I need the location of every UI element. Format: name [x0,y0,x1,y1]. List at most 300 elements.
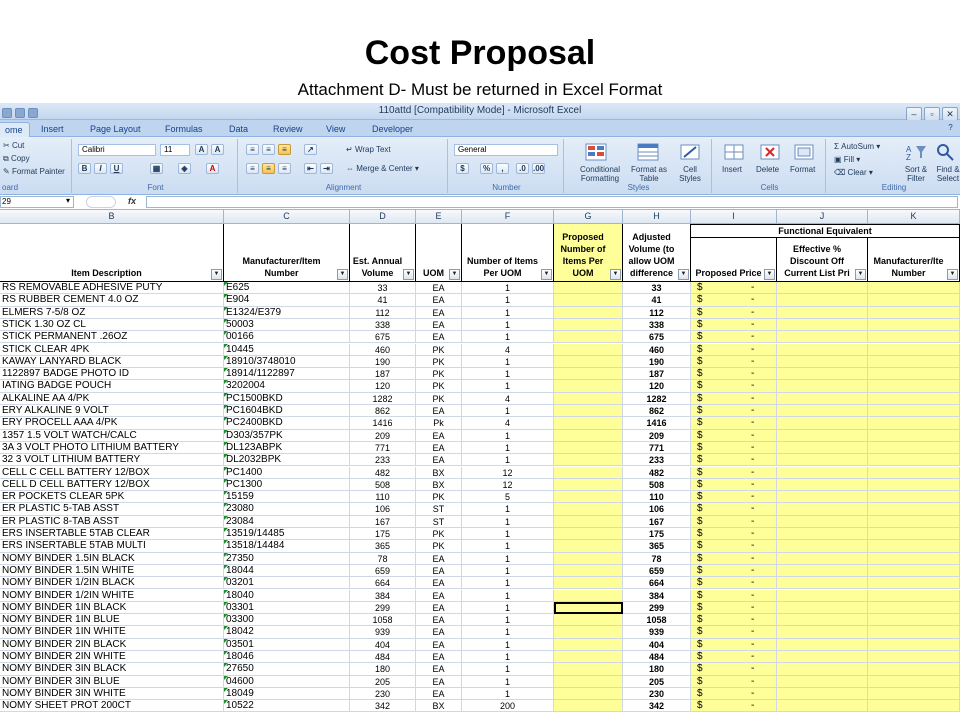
discount-cell[interactable] [777,393,868,405]
decrease-indent-icon[interactable]: ⇤ [304,163,317,174]
equivalent-number-cell[interactable] [868,663,960,675]
annual-volume-cell[interactable]: 78 [350,553,416,565]
item-description-cell[interactable]: NOMY BINDER 1.5IN WHITE [0,565,224,577]
proposed-price-cell[interactable] [691,688,777,700]
item-description-cell[interactable]: NOMY BINDER 3IN BLACK [0,663,224,675]
align-right-icon[interactable]: ≡ [278,163,291,174]
equivalent-number-cell[interactable] [868,307,960,319]
proposed-price-cell[interactable] [691,614,777,626]
uom-cell[interactable]: ST [416,516,462,528]
adjusted-volume-cell[interactable]: 299 [623,602,691,614]
manufacturer-number-cell[interactable] [224,356,350,368]
uom-cell[interactable]: PK [416,540,462,552]
bold-button[interactable]: B [78,163,91,174]
minimize-button[interactable]: – [906,107,922,121]
item-description-cell[interactable]: ERS INSERTABLE 5TAB CLEAR [0,528,224,540]
annual-volume-cell[interactable]: 1416 [350,417,416,429]
uom-cell[interactable]: PK [416,393,462,405]
proposed-price-cell[interactable] [691,663,777,675]
manufacturer-number-cell[interactable] [224,442,350,454]
proposed-price-cell[interactable] [691,454,777,466]
adjusted-volume-cell[interactable]: 338 [623,319,691,331]
annual-volume-cell[interactable]: 664 [350,577,416,589]
proposed-items-cell[interactable] [554,663,623,675]
proposed-items-cell[interactable] [554,516,623,528]
item-description-cell[interactable]: NOMY BINDER 1.5IN BLACK [0,553,224,565]
equivalent-number-cell[interactable] [868,282,960,294]
manufacturer-number-cell[interactable] [224,516,350,528]
adjusted-volume-cell[interactable]: 41 [623,294,691,306]
items-per-uom-cell[interactable]: 5 [462,491,554,503]
item-description-cell[interactable]: ERS INSERTABLE 5TAB MULTI [0,540,224,552]
discount-cell[interactable] [777,651,868,663]
items-per-uom-cell[interactable]: 1 [462,614,554,626]
increase-indent-icon[interactable]: ⇥ [320,163,333,174]
proposed-items-cell[interactable] [554,602,623,614]
insert-function-icon[interactable]: fx [128,196,137,206]
formula-bar-handle[interactable] [86,196,116,208]
discount-cell[interactable] [777,454,868,466]
annual-volume-cell[interactable]: 384 [350,590,416,602]
grow-font-button[interactable]: A [195,144,208,155]
adjusted-volume-cell[interactable]: 659 [623,565,691,577]
proposed-price-cell[interactable] [691,430,777,442]
items-per-uom-cell[interactable]: 1 [462,590,554,602]
proposed-items-cell[interactable] [554,331,623,343]
equivalent-number-cell[interactable] [868,688,960,700]
tab-review[interactable]: Review [273,124,303,134]
item-description-cell[interactable]: KAWAY LANYARD BLACK [0,356,224,368]
equivalent-number-cell[interactable] [868,540,960,552]
equivalent-number-cell[interactable] [868,676,960,688]
uom-cell[interactable]: EA [416,602,462,614]
align-bottom-icon[interactable]: ≡ [278,144,291,155]
discount-cell[interactable] [777,344,868,356]
manufacturer-number-cell[interactable] [224,417,350,429]
equivalent-number-cell[interactable] [868,590,960,602]
discount-cell[interactable] [777,356,868,368]
annual-volume-cell[interactable]: 230 [350,688,416,700]
manufacturer-number-cell[interactable] [224,553,350,565]
discount-cell[interactable] [777,590,868,602]
uom-cell[interactable]: EA [416,319,462,331]
uom-cell[interactable]: PK [416,491,462,503]
adjusted-volume-cell[interactable]: 1282 [623,393,691,405]
cut-button[interactable]: ✂ Cut [3,141,25,150]
filter-dropdown-icon[interactable]: ▼ [449,269,460,280]
equivalent-number-cell[interactable] [868,467,960,479]
manufacturer-number-cell[interactable] [224,294,350,306]
manufacturer-number-cell[interactable] [224,430,350,442]
equivalent-number-cell[interactable] [868,356,960,368]
manufacturer-number-cell[interactable] [224,688,350,700]
annual-volume-cell[interactable]: 120 [350,380,416,392]
adjusted-volume-cell[interactable]: 205 [623,676,691,688]
annual-volume-cell[interactable]: 939 [350,626,416,638]
proposed-price-cell[interactable] [691,528,777,540]
italic-button[interactable]: I [94,163,107,174]
manufacturer-number-cell[interactable] [224,663,350,675]
equivalent-number-cell[interactable] [868,491,960,503]
uom-cell[interactable]: EA [416,688,462,700]
uom-cell[interactable]: EA [416,307,462,319]
adjusted-volume-cell[interactable]: 771 [623,442,691,454]
manufacturer-number-cell[interactable] [224,540,350,552]
discount-cell[interactable] [777,516,868,528]
proposed-price-cell[interactable] [691,294,777,306]
item-description-cell[interactable]: ERY ALKALINE 9 VOLT [0,405,224,417]
item-description-cell[interactable]: ER POCKETS CLEAR 5PK [0,491,224,503]
manufacturer-number-cell[interactable] [224,344,350,356]
proposed-price-cell[interactable] [691,442,777,454]
wrap-text-button[interactable]: ↵ Wrap Text [346,145,391,154]
discount-cell[interactable] [777,663,868,675]
discount-cell[interactable] [777,503,868,515]
adjusted-volume-cell[interactable]: 484 [623,651,691,663]
proposed-items-cell[interactable] [554,368,623,380]
items-per-uom-cell[interactable]: 1 [462,688,554,700]
column-header-I[interactable]: I [691,210,777,224]
comma-button[interactable]: , [496,163,509,174]
name-box[interactable]: 29 [0,196,74,208]
proposed-items-cell[interactable] [554,651,623,663]
item-description-cell[interactable]: NOMY BINDER 3IN BLUE [0,676,224,688]
formula-input[interactable] [146,196,958,208]
proposed-price-cell[interactable] [691,319,777,331]
adjusted-volume-cell[interactable]: 939 [623,626,691,638]
annual-volume-cell[interactable]: 175 [350,528,416,540]
items-per-uom-cell[interactable]: 1 [462,676,554,688]
proposed-items-cell[interactable] [554,626,623,638]
item-description-cell[interactable]: 1122897 BADGE PHOTO ID [0,368,224,380]
proposed-items-cell[interactable] [554,479,623,491]
item-description-cell[interactable]: NOMY BINDER 1/2IN BLACK [0,577,224,589]
proposed-items-cell[interactable] [554,282,623,294]
item-description-cell[interactable]: STICK 1.30 OZ CL [0,319,224,331]
items-per-uom-cell[interactable]: 1 [462,319,554,331]
equivalent-number-cell[interactable] [868,294,960,306]
equivalent-number-cell[interactable] [868,442,960,454]
adjusted-volume-cell[interactable]: 120 [623,380,691,392]
items-per-uom-cell[interactable]: 1 [462,282,554,294]
annual-volume-cell[interactable]: 862 [350,405,416,417]
font-color-icon[interactable]: A [206,163,219,174]
adjusted-volume-cell[interactable]: 167 [623,516,691,528]
manufacturer-number-cell[interactable] [224,577,350,589]
proposed-items-cell[interactable] [554,639,623,651]
uom-cell[interactable]: EA [416,282,462,294]
proposed-price-cell[interactable] [691,590,777,602]
items-per-uom-cell[interactable]: 1 [462,639,554,651]
annual-volume-cell[interactable]: 33 [350,282,416,294]
manufacturer-number-cell[interactable] [224,503,350,515]
uom-cell[interactable]: EA [416,651,462,663]
annual-volume-cell[interactable]: 508 [350,479,416,491]
cell-styles-button[interactable]: Cell Styles [679,165,701,183]
proposed-price-cell[interactable] [691,380,777,392]
annual-volume-cell[interactable]: 233 [350,454,416,466]
equivalent-number-cell[interactable] [868,479,960,491]
discount-cell[interactable] [777,417,868,429]
column-header-K[interactable]: K [868,210,960,224]
equivalent-number-cell[interactable] [868,639,960,651]
discount-cell[interactable] [777,380,868,392]
discount-cell[interactable] [777,294,868,306]
proposed-price-cell[interactable] [691,639,777,651]
font-name-select[interactable]: Calibri [78,144,156,156]
proposed-price-cell[interactable] [691,405,777,417]
equivalent-number-cell[interactable] [868,417,960,429]
items-per-uom-cell[interactable]: 4 [462,393,554,405]
proposed-items-cell[interactable] [554,430,623,442]
manufacturer-number-cell[interactable] [224,282,350,294]
proposed-price-cell[interactable] [691,626,777,638]
items-per-uom-cell[interactable]: 1 [462,565,554,577]
adjusted-volume-cell[interactable]: 175 [623,528,691,540]
item-description-cell[interactable]: STICK CLEAR 4PK [0,344,224,356]
items-per-uom-cell[interactable]: 200 [462,700,554,712]
discount-cell[interactable] [777,639,868,651]
merge-center-button[interactable]: ⇔ Merge & Center ▾ [346,164,419,173]
item-description-cell[interactable]: IATING BADGE POUCH [0,380,224,392]
proposed-price-cell[interactable] [691,368,777,380]
proposed-items-cell[interactable] [554,577,623,589]
annual-volume-cell[interactable]: 771 [350,442,416,454]
adjusted-volume-cell[interactable]: 187 [623,368,691,380]
filter-dropdown-icon[interactable]: ▼ [211,269,222,280]
items-per-uom-cell[interactable]: 12 [462,479,554,491]
proposed-items-cell[interactable] [554,417,623,429]
proposed-items-cell[interactable] [554,380,623,392]
equivalent-number-cell[interactable] [868,331,960,343]
adjusted-volume-cell[interactable]: 862 [623,405,691,417]
manufacturer-number-cell[interactable] [224,307,350,319]
items-per-uom-cell[interactable]: 4 [462,417,554,429]
proposed-items-cell[interactable] [554,491,623,503]
item-description-cell[interactable]: ERY PROCELL AAA 4/PK [0,417,224,429]
fill-color-icon[interactable]: ◈ [178,163,191,174]
proposed-items-cell[interactable] [554,553,623,565]
annual-volume-cell[interactable]: 365 [350,540,416,552]
tab-insert[interactable]: Insert [41,124,64,134]
equivalent-number-cell[interactable] [868,626,960,638]
filter-dropdown-icon[interactable]: ▼ [541,269,552,280]
align-middle-icon[interactable]: ≡ [262,144,275,155]
uom-cell[interactable]: EA [416,639,462,651]
manufacturer-number-cell[interactable] [224,602,350,614]
borders-icon[interactable]: ▦ [150,163,163,174]
annual-volume-cell[interactable]: 167 [350,516,416,528]
proposed-items-cell[interactable] [554,442,623,454]
proposed-items-cell[interactable] [554,405,623,417]
adjusted-volume-cell[interactable]: 508 [623,479,691,491]
items-per-uom-cell[interactable]: 1 [462,331,554,343]
proposed-items-cell[interactable] [554,393,623,405]
shrink-font-button[interactable]: A [211,144,224,155]
discount-cell[interactable] [777,479,868,491]
column-header-E[interactable]: E [416,210,462,224]
discount-cell[interactable] [777,282,868,294]
close-button[interactable]: ✕ [942,107,958,121]
uom-cell[interactable]: EA [416,676,462,688]
manufacturer-number-cell[interactable] [224,565,350,577]
adjusted-volume-cell[interactable]: 664 [623,577,691,589]
annual-volume-cell[interactable]: 187 [350,368,416,380]
items-per-uom-cell[interactable]: 1 [462,651,554,663]
equivalent-number-cell[interactable] [868,393,960,405]
tab-data[interactable]: Data [229,124,249,134]
proposed-items-cell[interactable] [554,344,623,356]
adjusted-volume-cell[interactable]: 404 [623,639,691,651]
proposed-items-cell[interactable] [554,503,623,515]
manufacturer-number-cell[interactable] [224,380,350,392]
adjusted-volume-cell[interactable]: 384 [623,590,691,602]
proposed-items-cell[interactable] [554,454,623,466]
adjusted-volume-cell[interactable]: 112 [623,307,691,319]
equivalent-number-cell[interactable] [868,405,960,417]
item-description-cell[interactable]: 32 3 VOLT LITHIUM BATTERY [0,454,224,466]
filter-dropdown-icon[interactable]: ▼ [855,269,866,280]
equivalent-number-cell[interactable] [868,553,960,565]
item-description-cell[interactable]: NOMY BINDER 2IN WHITE [0,651,224,663]
proposed-price-cell[interactable] [691,417,777,429]
manufacturer-number-cell[interactable] [224,528,350,540]
uom-cell[interactable]: PK [416,368,462,380]
equivalent-number-cell[interactable] [868,700,960,712]
uom-cell[interactable]: EA [416,663,462,675]
equivalent-number-cell[interactable] [868,344,960,356]
discount-cell[interactable] [777,491,868,503]
uom-cell[interactable]: EA [416,331,462,343]
uom-cell[interactable]: EA [416,614,462,626]
manufacturer-number-cell[interactable] [224,368,350,380]
align-left-icon[interactable]: ≡ [246,163,259,174]
manufacturer-number-cell[interactable] [224,467,350,479]
filter-dropdown-icon[interactable]: ▼ [337,269,348,280]
name-box-dropdown-icon[interactable]: ▾ [66,196,71,205]
manufacturer-number-cell[interactable] [224,639,350,651]
adjusted-volume-cell[interactable]: 106 [623,503,691,515]
annual-volume-cell[interactable]: 180 [350,663,416,675]
item-description-cell[interactable]: 1357 1.5 VOLT WATCH/CALC [0,430,224,442]
annual-volume-cell[interactable]: 110 [350,491,416,503]
increase-decimal-icon[interactable]: .0 [516,163,529,174]
adjusted-volume-cell[interactable]: 1416 [623,417,691,429]
proposed-items-cell[interactable] [554,688,623,700]
uom-cell[interactable]: EA [416,442,462,454]
insert-button[interactable]: Insert [722,165,743,174]
equivalent-number-cell[interactable] [868,651,960,663]
item-description-cell[interactable]: NOMY BINDER 1IN BLACK [0,602,224,614]
items-per-uom-cell[interactable]: 1 [462,602,554,614]
adjusted-volume-cell[interactable]: 233 [623,454,691,466]
format-painter-button[interactable]: ✎ Format Painter [3,167,65,176]
uom-cell[interactable]: EA [416,294,462,306]
items-per-uom-cell[interactable]: 1 [462,430,554,442]
item-description-cell[interactable]: NOMY BINDER 2IN BLACK [0,639,224,651]
uom-cell[interactable]: EA [416,590,462,602]
item-description-cell[interactable]: ER PLASTIC 8-TAB ASST [0,516,224,528]
proposed-items-cell[interactable] [554,467,623,479]
annual-volume-cell[interactable]: 342 [350,700,416,712]
format-as-table-button[interactable]: Format as Table [630,165,667,183]
uom-cell[interactable]: ST [416,503,462,515]
column-header-G[interactable]: G [554,210,623,224]
equivalent-number-cell[interactable] [868,454,960,466]
equivalent-number-cell[interactable] [868,368,960,380]
proposed-items-cell[interactable] [554,356,623,368]
annual-volume-cell[interactable]: 205 [350,676,416,688]
discount-cell[interactable] [777,442,868,454]
equivalent-number-cell[interactable] [868,528,960,540]
uom-cell[interactable]: EA [416,553,462,565]
items-per-uom-cell[interactable]: 1 [462,356,554,368]
proposed-price-cell[interactable] [691,491,777,503]
annual-volume-cell[interactable]: 299 [350,602,416,614]
restore-button[interactable]: ▫ [924,107,940,121]
annual-volume-cell[interactable]: 106 [350,503,416,515]
items-per-uom-cell[interactable]: 1 [462,503,554,515]
manufacturer-number-cell[interactable] [224,393,350,405]
items-per-uom-cell[interactable]: 1 [462,368,554,380]
tab-formulas[interactable]: Formulas [165,124,203,134]
items-per-uom-cell[interactable]: 1 [462,528,554,540]
discount-cell[interactable] [777,405,868,417]
equivalent-number-cell[interactable] [868,565,960,577]
column-header-D[interactable]: D [350,210,416,224]
adjusted-volume-cell[interactable]: 675 [623,331,691,343]
items-per-uom-cell[interactable]: 1 [462,626,554,638]
discount-cell[interactable] [777,528,868,540]
manufacturer-number-cell[interactable] [224,676,350,688]
adjusted-volume-cell[interactable]: 190 [623,356,691,368]
adjusted-volume-cell[interactable]: 209 [623,430,691,442]
item-description-cell[interactable]: CELL C CELL BATTERY 12/BOX [0,467,224,479]
autosum-button[interactable]: Σ AutoSum ▾ [834,142,881,151]
proposed-price-cell[interactable] [691,307,777,319]
manufacturer-number-cell[interactable] [224,405,350,417]
discount-cell[interactable] [777,331,868,343]
orientation-icon[interactable]: ↗ [304,144,317,155]
discount-cell[interactable] [777,614,868,626]
adjusted-volume-cell[interactable]: 1058 [623,614,691,626]
uom-cell[interactable]: PK [416,528,462,540]
item-description-cell[interactable]: ALKALINE AA 4/PK [0,393,224,405]
annual-volume-cell[interactable]: 482 [350,467,416,479]
discount-cell[interactable] [777,626,868,638]
uom-cell[interactable]: PK [416,344,462,356]
proposed-price-cell[interactable] [691,331,777,343]
items-per-uom-cell[interactable]: 1 [462,454,554,466]
align-top-icon[interactable]: ≡ [246,144,259,155]
uom-cell[interactable]: EA [416,626,462,638]
annual-volume-cell[interactable]: 675 [350,331,416,343]
proposed-items-cell[interactable] [554,540,623,552]
manufacturer-number-cell[interactable] [224,590,350,602]
proposed-items-cell[interactable] [554,590,623,602]
tab-page-layout[interactable]: Page Layout [90,124,141,134]
items-per-uom-cell[interactable]: 12 [462,467,554,479]
items-per-uom-cell[interactable]: 1 [462,540,554,552]
filter-dropdown-icon[interactable]: ▼ [610,269,621,280]
equivalent-number-cell[interactable] [868,614,960,626]
uom-cell[interactable]: EA [416,454,462,466]
tab-developer[interactable]: Developer [372,124,414,134]
proposed-items-cell[interactable] [554,676,623,688]
uom-cell[interactable]: PK [416,380,462,392]
adjusted-volume-cell[interactable]: 33 [623,282,691,294]
column-header-F[interactable]: F [462,210,554,224]
